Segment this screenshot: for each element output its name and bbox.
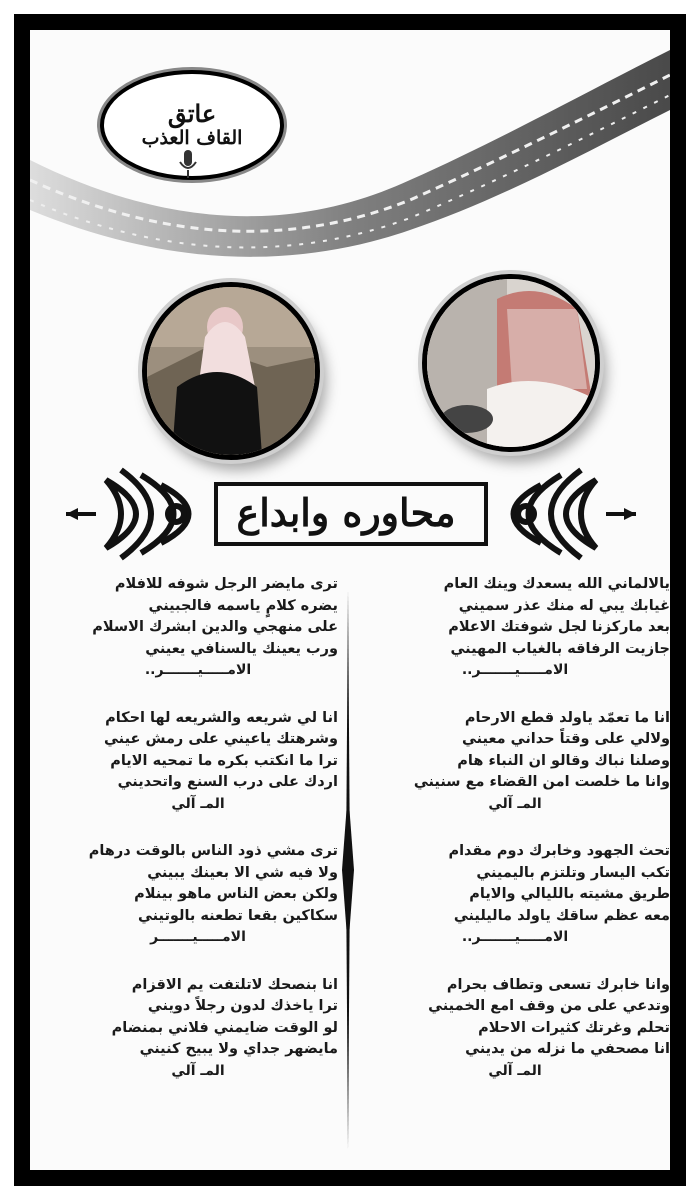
left-stanza-3 bbox=[58, 841, 338, 949]
verse-line: ترا ما انكتب بكره ما تمحيه الايام bbox=[110, 752, 338, 769]
verse-line: وانا خابرك تسعى وتطاف بحرام bbox=[446, 976, 670, 993]
verse-line: ولا فيه شي الا بعينك يبيني bbox=[147, 864, 338, 881]
verse-line: ولالي على وقتاً حداني معيني bbox=[461, 731, 670, 747]
verse-line: غيابك يبي له منك عذر سميني bbox=[458, 597, 670, 614]
verse-line: ترى مشي ذود الناس بالوقت درهام bbox=[88, 843, 338, 859]
verse-line: يضره كلامٍ ياسمه فالجبيني bbox=[148, 597, 338, 614]
portrait-right bbox=[422, 274, 600, 452]
verse-line: على منهجي والدين ابشرك الاسلام bbox=[92, 619, 338, 635]
right-stanza-4 bbox=[360, 975, 670, 1083]
verse-line: انا لي شريعه والشريعه لها احكام bbox=[105, 709, 338, 726]
verse-line: لو الوقت ضايمني فلاني بمنضام bbox=[111, 1019, 338, 1036]
stanza-signature: الامـــــيـــــــر.. bbox=[144, 662, 252, 678]
verse-line: ترى مايضر الرجل شوفه للافلام bbox=[114, 576, 338, 592]
right-stanza-1 bbox=[360, 574, 670, 682]
stanza-signature: المـ آلي bbox=[171, 1062, 225, 1079]
left-stanza-1 bbox=[58, 574, 338, 682]
portrait-right-image bbox=[427, 279, 595, 447]
verse-line: انا مصحفي ما نزله من يديني bbox=[465, 1041, 670, 1057]
left-poem-column bbox=[58, 574, 338, 1082]
verse-line: وتدعي على من وقف امع الخميني bbox=[428, 998, 670, 1014]
stanza-signature: الامـــــيـــــــر bbox=[150, 929, 246, 945]
verse-line: اردك على درب السنع واتحديني bbox=[117, 774, 338, 790]
center-divider bbox=[340, 590, 356, 1150]
verse-line: تحث الجهود وخابرك دوم مقدام bbox=[448, 843, 670, 859]
left-stanza-4 bbox=[58, 975, 338, 1083]
left-stanza-2 bbox=[58, 708, 338, 816]
right-stanza-3 bbox=[360, 841, 670, 949]
verse-line: جازيت الرفاقه بالغياب المهيني bbox=[450, 640, 670, 657]
verse-line: معه عظم ساقك ياولد ماليليني bbox=[453, 907, 670, 924]
verse-line: مايضهر جداي ولا يبيح كنيني bbox=[139, 1041, 338, 1057]
verse-line: وصلنا نباك وقالو ان النباء هام bbox=[457, 752, 670, 769]
logo-subtitle: القاف العذب bbox=[141, 126, 243, 149]
verse-line: طريق مشيته بالليالي والايام bbox=[469, 886, 670, 902]
stanza-signature: المـ آلي bbox=[488, 795, 542, 812]
verse-line: ترا ياخذك لدون رجلاً دويني bbox=[147, 998, 338, 1014]
portrait-left bbox=[142, 282, 320, 460]
logo-title: عاتق bbox=[167, 99, 217, 129]
stanza-signature: المـ آلي bbox=[171, 795, 225, 812]
verse-line: انا بنصحك لاتلتفت يم الاقزام bbox=[131, 976, 338, 993]
portrait-left-image bbox=[147, 287, 315, 455]
stanza-signature: الامـــــيـــــــر.. bbox=[461, 929, 569, 945]
stanza-signature: المـ آلي bbox=[488, 1062, 542, 1079]
verse-line: انا ما تعمّد ياولد قطع الارحام bbox=[464, 709, 670, 726]
banner-title: محاوره وابداع bbox=[236, 489, 456, 535]
poster-canvas bbox=[30, 30, 670, 1170]
verse-line: وانا ما خلصت امن القضاء مع سنيني bbox=[413, 774, 670, 790]
verse-line: يالالماني الله يسعدك وينك العام bbox=[443, 576, 670, 592]
verse-line: تكب اليسار وتلتزم باليميني bbox=[476, 864, 670, 881]
stanza-signature: الامـــــيـــــــر.. bbox=[461, 662, 569, 678]
verse-line: سكاكين بقعا تطعنه بالوتيني bbox=[137, 907, 338, 924]
right-stanza-2 bbox=[360, 708, 670, 816]
right-poem-column bbox=[360, 574, 670, 1082]
verse-line: ورب يعينك يالسنافي يعيني bbox=[145, 640, 338, 657]
microphone-icon bbox=[178, 150, 198, 180]
verse-line: وشرهتك ياعيني على رمش عيني bbox=[104, 731, 338, 747]
verse-line: بعد ماركزنا لجل شوفتك الاعلام bbox=[448, 619, 670, 635]
verse-line: ولكن بعض الناس ماهو بينلام bbox=[134, 886, 338, 902]
verse-line: تحلم وغرتك كثيرات الاحلام bbox=[478, 1019, 670, 1036]
